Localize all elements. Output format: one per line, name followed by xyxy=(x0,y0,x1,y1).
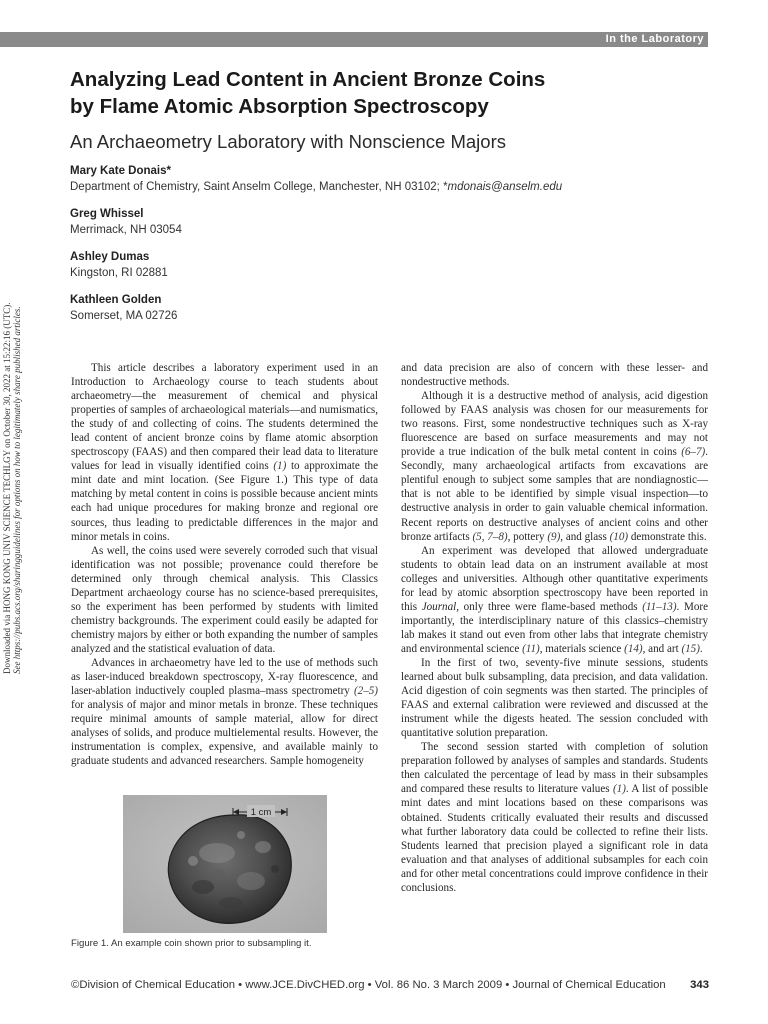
body-paragraph: This article describes a laboratory experiment used in an Introduction to Archaeology course to teach students about archaeometry—the measurement of chemical and physical properties of samples of archaeological materials—and numismatics, the study of and collecting of coins. The students determined the lead content of ancient bronze coins by flame atomic absorption spectroscopy (FAAS) and then compared their lead data to literature values for lead in visually identified coins (1) to approximate the mint date and mint location. (See Figure 1.) This type of data matching by metal content in coins is possible because ancient mints each had unique procedures for making bronze and regional ore sources, thus leading to predictable differences in the major and minor metals in coins. xyxy=(71,362,379,543)
author-block xyxy=(70,292,177,325)
author-block xyxy=(70,249,168,282)
citation: (15) xyxy=(681,642,700,655)
citation: (6–7) xyxy=(681,446,706,459)
author-name: Greg Whissel xyxy=(70,208,144,220)
title-line-1: Analyzing Lead Content in Ancient Bronze Coins xyxy=(70,68,546,91)
citation: (1) xyxy=(273,460,287,473)
article-subtitle: An Archaeometry Laboratory with Nonscience Majors xyxy=(70,131,506,152)
coin-photo-image xyxy=(123,795,327,933)
citation: (2–5) xyxy=(353,685,378,698)
body-paragraph: As well, the coins used were severely corroded such that visual identification was not possible; provenance could therefore be determined only through chemical analysis. This Classics Department archaeology course has no science-based prerequisites, so the experiment has been performed by students with limited chemistry backgrounds. The experiment could easily be adapted for chemistry majors by either or both expanding the number of samples analyzed and the statistical evaluation of data. xyxy=(71,544,378,655)
author-block xyxy=(70,163,562,196)
scale-bar-label: 1 cm xyxy=(250,807,272,818)
citation: (14) xyxy=(624,642,643,655)
section-label: In the Laboratory xyxy=(605,33,704,45)
author-affiliation: Somerset, MA 02726 xyxy=(70,310,178,322)
page-number: 343 xyxy=(690,979,709,991)
author-name: Kathleen Golden xyxy=(70,294,162,306)
title-line-2: by Flame Atomic Absorption Spectroscopy xyxy=(70,95,489,118)
body-paragraph-continued: and data precision are also of concern with these lesser- and nondestructive methods. xyxy=(401,362,708,389)
download-notice-line-1: Downloaded via HONG KONG UNIV SCIENCE TECHLGY on October 30, 2022 at 15:22:16 (UTC). xyxy=(2,302,12,674)
body-paragraph: Although it is a destructive method of analysis, acid digestion followed by FAAS analysis was chosen for our measurements for two reasons. First, some nondestructive techniques such as X-ray fluorescence are based on surface measurements and may not provide a true indication of the bulk metal content in coins (6–7). Secondly, many archaeological artifacts from excavations are plentiful enough to subject some samples that are nondiagnostic—that is not able to be identified by simple visual inspection—to destructive analysis in order to gain valuable chemical information. Recent reports on destructive analyses of ancient coins and other bronze artifacts (5, 7–8), pottery (9), and glass (10) demonstrate this. xyxy=(401,390,708,543)
body-paragraph: Advances in archaeometry have led to the use of methods such as laser-induced breakdown spectroscopy, X-ray fluorescence, and laser-ablation inductively coupled plasma–mass spectrometry (2–5) for analysis of major and minor metals in bronze. These techniques require minimal amounts of sample material, allow for direct analyses of solids, and produce multielemental results. However, the instrumentation is complex, expensive, and available mainly to graduate students and advanced researchers. Sample homogeneity xyxy=(71,656,378,768)
journal-name: Journal, xyxy=(421,600,459,613)
author-name: Ashley Dumas xyxy=(70,251,150,263)
author-email: mdonais@anselm.edu xyxy=(447,181,563,193)
author-affiliation: Merrimack, NH 03054 xyxy=(70,224,182,236)
body-column-right xyxy=(401,361,708,895)
download-notice xyxy=(2,296,22,674)
download-notice-line-2: See https://pubs.acs.org/sharingguidelines for options on how to legitimately share published articles. xyxy=(12,306,22,674)
footer-text: ©Division of Chemical Education • www.JCE.DivCHED.org • Vol. 86 No. 3 March 2009 • Journal of Chemical Education xyxy=(71,979,666,991)
author-block xyxy=(70,206,182,239)
author-name: Mary Kate Donais* xyxy=(70,165,171,177)
author-affiliation: Department of Chemistry, Saint Anselm College, Manchester, NH 03102; *mdonais@anselm.edu xyxy=(70,181,563,193)
citation: (10) xyxy=(609,530,629,543)
article-title xyxy=(70,66,690,120)
figure-caption: Figure 1. An example coin shown prior to subsampling it. xyxy=(71,938,312,949)
body-column-left xyxy=(71,361,378,768)
body-paragraph: In the first of two, seventy-five minute sessions, students learned about bulk subsampling, data precision, and data validation. Acid digestion of coin segments was then started. The principles of FAAS and external calibration were reviewed and discussed at the instrument while the digests heated. The session concluded with quantitative solution preparation. xyxy=(401,656,708,740)
author-affiliation: Kingston, RI 02881 xyxy=(70,267,168,279)
citation: (11) xyxy=(522,642,540,655)
citation: (9) xyxy=(547,530,561,543)
citation: (5, 7–8) xyxy=(472,530,508,543)
section-header-bar xyxy=(0,32,708,47)
body-paragraph: An experiment was developed that allowed undergraduate students to obtain lead data on an instrument available at most colleges and universities. Although other quantitative experiments for lead by atomic absorption spectroscopy have been reported in this Journal, only three were flame-based methods (11–13). More importantly, the interdisciplinary nature of this classics–chemistry lab makes it stand out even from other labs that integrate chemistry and environmental science (11), materials science (14), and art (15). xyxy=(401,544,709,655)
figure-coin-photo xyxy=(123,795,327,933)
body-paragraph: The second session started with completion of solution preparation followed by analyses of samples and standards. Students then calculated the percentage of lead by mass in their subsamples and compared these results to literature values (1). A list of possible mint dates and mint locations based on these comparisons was obtained. Students critically evaluated their results and discussed what further laboratory data could be collected to refine their lists. Students learned that precision played a significant role in data evaluation and that analyses of additional subsamples for each coin and for other metal concentrations could improve confidence in their conclusions. xyxy=(401,741,709,894)
citation: (1) xyxy=(612,783,626,796)
citation: (11–13) xyxy=(642,600,677,613)
